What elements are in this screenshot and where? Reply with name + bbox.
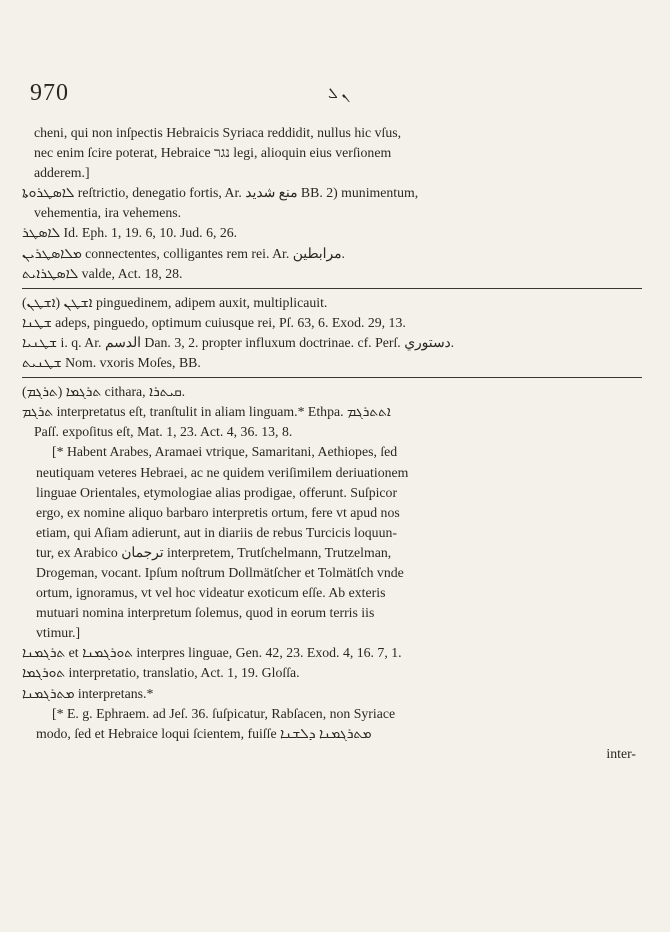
text-line-l12: ܫܛܢܝܬ Nom. vxoris Moſes, BB. bbox=[22, 355, 201, 371]
text-line-l17: neutiquam veteres Hebraei, ac ne quidem veriſimilem deriuationem bbox=[36, 464, 409, 480]
text-line-l14: ܬܪܓܡ interpretatus eſt, tranſtulit in aliam linguam.* Ethpa. ܐܬܬܪܓܡ bbox=[22, 404, 391, 420]
text-line-l21: tur, ex Arabico ترجمان interpretem, Trutſchelmann, Trutzelman, bbox=[36, 544, 392, 560]
text-line-l9: (ܐܫܛܢ) ܐܫܛܢ pinguedinem, adipem auxit, multiplicauit. bbox=[22, 294, 328, 310]
text-line-l27: ܬܘܪܓܡܐ interpretatio, translatio, Act. 1, 19. Gloſſa. bbox=[22, 665, 300, 681]
running-header: ܢ ܠ bbox=[328, 86, 350, 102]
text-line-l13: (ܬܪܓܡ) ܬܪܓܡܐ cithara, ܩܝܬܪܐ. bbox=[22, 384, 186, 400]
text-line-l31: inter- bbox=[606, 745, 636, 761]
text-line-l19: ergo, ex nomine aliquo barbaro interpretis ortum, fere vt apud nos bbox=[36, 504, 400, 520]
text-line-l6: ܠܐܣܛܪ Id. Eph. 1, 19. 6, 10. Jud. 6, 26. bbox=[22, 225, 238, 241]
text-line-l16: [* Habent Arabes, Aramaei vtrique, Samaritani, Aethiopes, ſed bbox=[52, 444, 398, 460]
text-line-l10: ܫܛܢܐ adeps, pinguedo, optimum cuiusque rei, Pſ. 63, 6. Exod. 29, 13. bbox=[22, 314, 406, 330]
text-line-l18: linguae Orientales, etymologiae alias prodigae, offerunt. Suſpicor bbox=[36, 484, 398, 500]
text-line-l5: vehementia, ira vehemens. bbox=[34, 205, 182, 221]
text-line-l30: modo, ſed et Hebraice loqui ſcientem, fuiſſe ܡܬܪܓܡܢܐ ܕܠܫܢܐ bbox=[36, 725, 372, 741]
text-line-l24: mutuari nomina interpretum ſolemus, quod in eorum terris iis bbox=[36, 605, 375, 621]
text-line-l28: ܡܬܪܓܡܢܐ interpretans.* bbox=[22, 685, 154, 701]
text-line-l22: Drogeman, vocant. Ipſum noſtrum Dollmätſcher et Tolmätſch vnde bbox=[36, 564, 404, 580]
text-line-l15: Paſſ. expoſitus eſt, Mat. 1, 23. Act. 4, 36. 13, 8. bbox=[34, 424, 293, 440]
section-divider bbox=[22, 288, 642, 289]
text-line-l20: etiam, qui Aſiam adierunt, aut in diariis de rebus Turcicis loquun- bbox=[36, 524, 397, 540]
text-line-l7: ܡܠܐܣܛܪܝܢ connectentes, colligantes rem rei. Ar. مرابطين. bbox=[22, 245, 345, 261]
text-line-l2: nec enim ſcire poterat, Hebraice נגר legi, alioquin eius verſionem bbox=[34, 145, 392, 161]
text-line-l8: ܠܐܣܛܪܐܝܬ valde, Act. 18, 28. bbox=[22, 265, 183, 281]
text-line-l25: vtimur.] bbox=[36, 625, 81, 641]
text-line-l4: ܠܐܣܛܪܘܬܐ reſtrictio, denegatio fortis, Ar. منع شديد BB. 2) munimentum, bbox=[22, 185, 419, 201]
section-divider bbox=[22, 377, 642, 378]
text-line-l3: adderem.] bbox=[34, 165, 90, 181]
text-line-l1: cheni, qui non inſpectis Hebraicis Syriaca reddidit, nullus hic vſus, bbox=[34, 125, 402, 140]
text-line-l29: [* E. g. Ephraem. ad Jeſ. 36. ſuſpicatur, Rabſacen, non Syriace bbox=[52, 705, 396, 721]
lexicon-body bbox=[22, 123, 642, 764]
text-line-l23: ortum, ignoramus, vt vel hoc videatur exoticum eſſe. Ab exteris bbox=[36, 585, 386, 601]
text-line-l26: ܬܪܓܡܢܐ et ܬܘܪܓܡܢܐ interpres linguae, Gen. 42, 23. Exod. 4, 16. 7, 1. bbox=[22, 645, 402, 661]
page-number: 970 bbox=[30, 80, 69, 106]
text-line-l11: ܫܛܢܝܐ i. q. Ar. الدسم Dan. 3, 2. propter influxum doctrinae. cf. Perſ. دستوري. bbox=[22, 334, 455, 350]
